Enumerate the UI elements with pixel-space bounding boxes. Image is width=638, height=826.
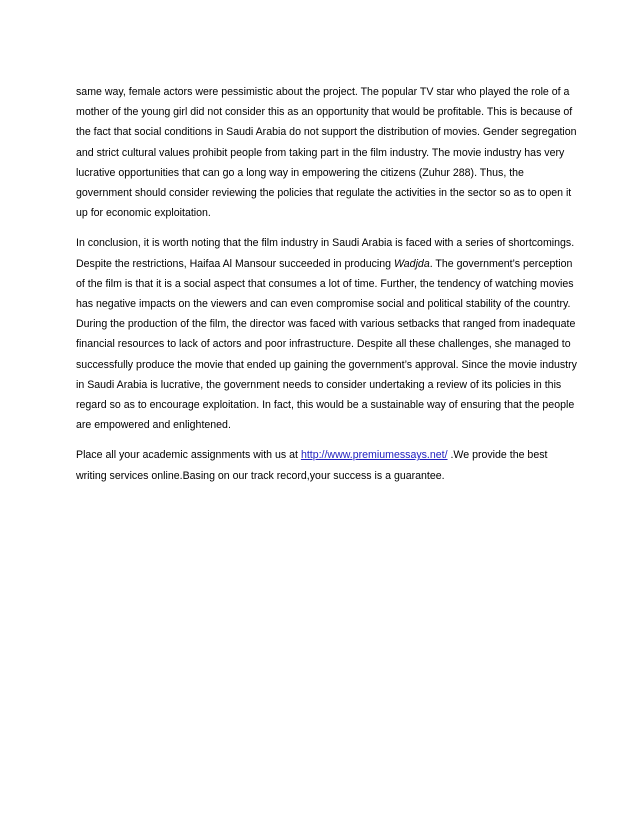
- website-link[interactable]: http://www.premiumessays.net/: [300, 449, 448, 462]
- paragraph-3: [76, 445, 578, 485]
- paragraph-3-text-after-link: .We provide the best writing services online.Basing on our track record,your success is a guarantee.: [76, 449, 548, 482]
- film-title: Wadjda: [393, 257, 430, 270]
- paragraph-2-text-after-title: . The government’s perception of the film is that it is a social aspect that consumes a lot of time. Further, the tendency of watching movies has negative impacts on the viewers and can even compromise social and political stability of the country. During the production of the film, the director was faced with various setbacks that ranged from inadequate financial resources to lack of actors and poor infrastructure. Despite all these challenges, she managed to successfully produce the movie that ended up gaining the government’s approval. Since the movie industry in Saudi Arabia is lucrative, the government needs to consider undertaking a review of its policies in this regard so as to encourage exploitation. In fact, this would be a sustainable way of ensuring that the people are empowered and enlightened.: [76, 257, 577, 432]
- paragraph-1-text: same way, female actors were pessimistic about the project. The popular TV star who played the role of a mother of the young girl did not consider this as an opportunity that would be profitable. This is because of the fact that social conditions in Saudi Arabia do not support the distribution of movies. Gender segregation and strict cultural values prohibit people from taking part in the film industry. The movie industry has very lucrative opportunities that can go a long way in empowering the citizens (Zuhur 288). Thus, the government should consider reviewing the policies that regulate the activities in the sector so as to open it up for economic exploitation.: [76, 86, 577, 220]
- paragraph-3-text-before-link: Place all your academic assignments with us at: [76, 449, 301, 462]
- paragraph-2-text-before-title: In conclusion, it is worth noting that the film industry in Saudi Arabia is faced with a series of shortcomings. Despite the restrictions, Haifaa Al Mansour succeeded in producing: [76, 237, 575, 270]
- paragraph-2: [76, 233, 578, 435]
- paragraph-1: [76, 82, 578, 223]
